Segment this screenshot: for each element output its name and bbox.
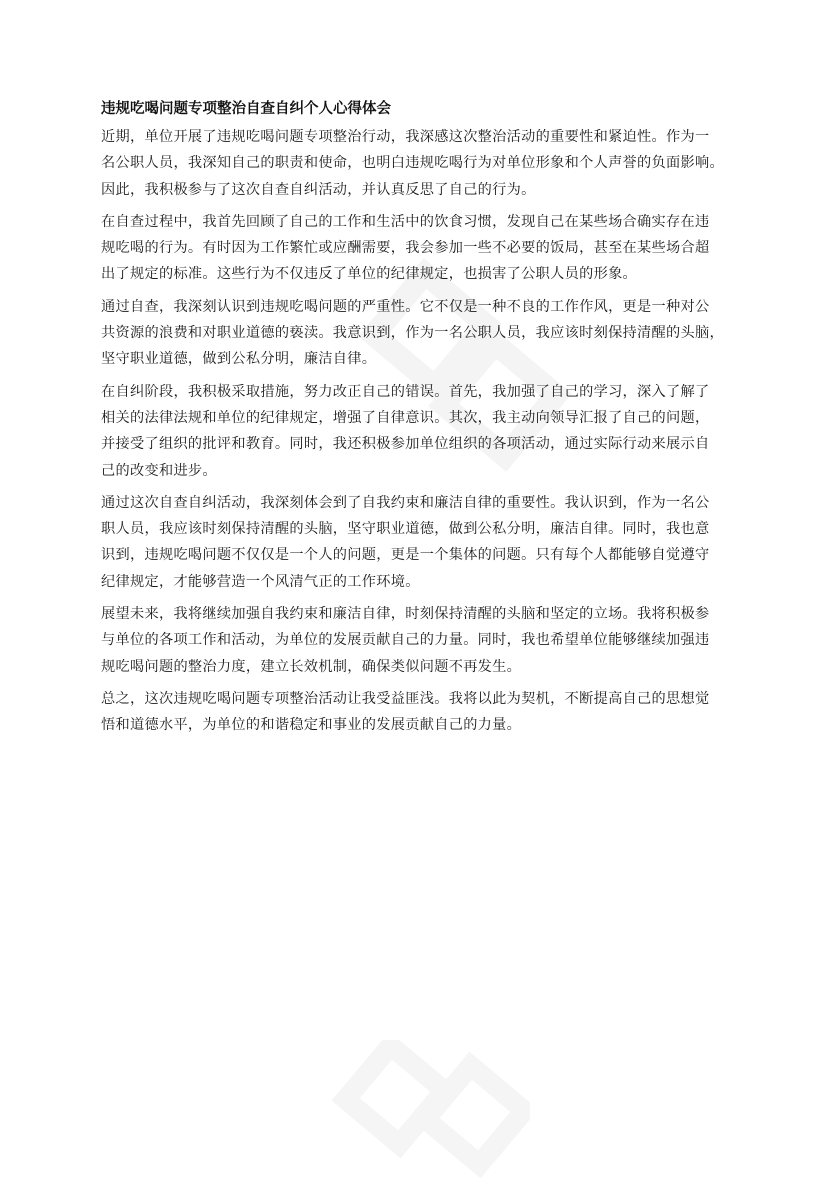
text-line: 悟和道德水平，为单位的和谐稳定和事业的发展贡献自己的力量。 <box>101 717 522 734</box>
text-line: 纪律规定，才能够营造一个风清气正的工作环境。 <box>101 573 420 590</box>
watermark-graphic-lower <box>330 1040 530 1180</box>
document-body <box>101 98 741 745</box>
text-line: 在自纠阶段，我积极采取措施，努力改正自己的错误。首先，我加强了自己的学习，深入了解了 <box>101 383 710 400</box>
text-line: 并接受了组织的批评和教育。同时，我还积极参加单位组织的各项活动，通过实际行动来展示自 <box>101 436 710 453</box>
text-line: 坚守职业道德，做到公私分明，廉洁自律。 <box>101 351 377 368</box>
text-line: 因此，我积极参与了这次自查自纠活动，并认真反思了自己的行为。 <box>101 181 536 198</box>
paragraph-4 <box>101 379 741 484</box>
text-line: 出了规定的标准。这些行为不仅违反了单位的纪律规定，也损害了公职人员的形象。 <box>101 266 638 283</box>
text-line: 通过自查，我深刻认识到违规吃喝问题的严重性。它不仅是一种不良的工作作风，更是一种对公 <box>101 298 710 315</box>
paragraph-7 <box>101 686 741 739</box>
text-line: 近期，单位开展了违规吃喝问题专项整治行动，我深感这次整治活动的重要性和紧迫性。作为一 <box>101 129 710 145</box>
text-line: 共资源的浪费和对职业道德的亵渎。我意识到，作为一名公职人员，我应该时刻保持清醒的头脑， <box>101 325 724 342</box>
text-line: 在自查过程中，我首先回顾了自己的工作和生活中的饮食习惯，发现自己在某些场合确实存在违 <box>101 213 710 230</box>
text-line: 名公职人员，我深知自己的职责和使命，也明白违规吃喝行为对单位形象和个人声誉的负面影响。 <box>101 155 724 172</box>
document-title: 违规吃喝问题专项整治自查自纠个人心得体会 <box>101 101 391 117</box>
text-line: 己的改变和进步。 <box>101 462 217 479</box>
text-line: 展望未来，我将继续加强自我约束和廉洁自律，时刻保持清醒的头脑和坚定的立场。我将积极参 <box>101 606 710 623</box>
paragraph-5 <box>101 490 741 595</box>
paragraph-6 <box>101 601 741 680</box>
text-line: 与单位的各项工作和活动，为单位的发展贡献自己的力量。同时，我也希望单位能够继续加强违 <box>101 632 710 649</box>
text-line: 总之，这次违规吃喝问题专项整治活动让我受益匪浅。我将以此为契机，不断提高自己的思想觉 <box>101 690 710 707</box>
text-line: 规吃喝问题的整治力度，建立长效机制，确保类似问题不再发生。 <box>101 658 522 675</box>
text-line: 通过这次自查自纠活动，我深刻体会到了自我约束和廉洁自律的重要性。我认识到，作为一名公 <box>101 494 710 511</box>
paragraph-1 <box>101 124 741 203</box>
text-line: 职人员，我应该时刻保持清醒的头脑，坚守职业道德，做到公私分明，廉洁自律。同时，我也意 <box>101 521 710 538</box>
paragraph-2 <box>101 209 741 288</box>
paragraph-3 <box>101 294 741 373</box>
text-line: 识到，违规吃喝问题不仅仅是一个人的问题，更是一个集体的问题。只有每个人都能够自觉遵守 <box>101 547 710 564</box>
text-line: 规吃喝的行为。有时因为工作繁忙或应酬需要，我会参加一些不必要的饭局，甚至在某些场合超 <box>101 240 710 257</box>
text-line: 相关的法律法规和单位的纪律规定，增强了自律意识。其次，我主动向领导汇报了自己的问题， <box>101 409 710 426</box>
